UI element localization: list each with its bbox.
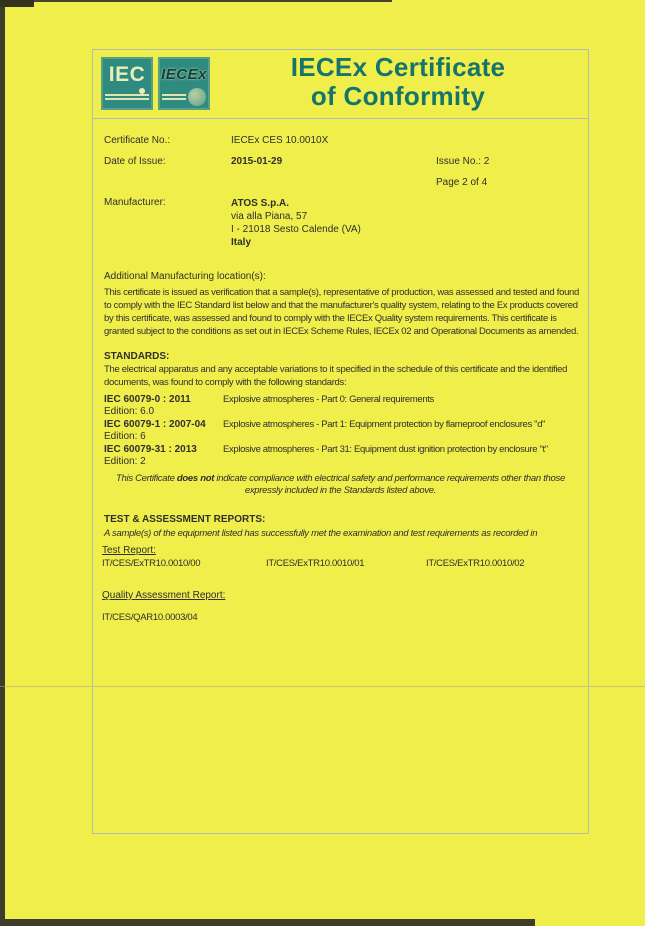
standard-row (104, 394, 584, 418)
logo-group (101, 57, 210, 110)
date-of-issue-label: Date of Issue: (104, 156, 166, 167)
certificate-header (93, 50, 588, 119)
iecex-logo-text: IECEx (161, 66, 207, 83)
standard-code: IEC 60079-0 : 2011 (104, 394, 191, 405)
standard-row (104, 444, 584, 468)
standard-edition: Edition: 6 (104, 431, 146, 442)
date-of-issue-value: 2015-01-29 (231, 156, 283, 167)
standard-description: Explosive atmospheres - Part 1: Equipment protection by flameproof enclosures "d" (223, 419, 546, 430)
standard-description: Explosive atmospheres - Part 31: Equipment dust ignition protection by enclosure "t" (223, 444, 548, 455)
certificate-title-line1: IECEx Certificate (290, 52, 506, 82)
reports-heading: TEST & ASSESSMENT REPORTS: (104, 514, 266, 525)
verification-paragraph: This certificate is issued as verification that a sample(s), representative of production, was assessed and tested and found to comply with the IEC Standard list below and that the manufacturer's quality system, relating to the Ex products covered by this certificate, was assessed and found to comply with the IECEx Quality system requirements. This certificate is granted subject to the conditions as set out in IECEx Scheme Rules, IECEx 02 and Operational Documents as amended. (104, 287, 580, 337)
certificate-title (208, 53, 588, 111)
reports-intro: A sample(s) of the equipment listed has successfully met the examination and test requirements as recorded in (104, 528, 538, 539)
manufacturer-name: ATOS S.p.A. (231, 198, 289, 209)
scan-edge-top (0, 0, 392, 2)
iec-logo-icon (101, 57, 153, 110)
scan-edge-bottom (0, 919, 535, 926)
iecex-globe-icon (188, 88, 206, 106)
iecex-logo-lines (162, 94, 186, 102)
test-report-ref: IT/CES/ExTR10.0010/01 (266, 558, 365, 569)
standard-code: IEC 60079-1 : 2007-04 (104, 419, 206, 430)
page-number: Page 2 of 4 (436, 177, 488, 188)
disclaimer-text: indicate compliance with electrical safety and performance requirements other than those expressly included in the Standards listed above. (214, 473, 565, 496)
standard-description: Explosive atmospheres - Part 0: General requirements (223, 394, 434, 405)
certificate-frame (92, 49, 589, 834)
test-report-label: Test Report: (102, 545, 156, 556)
standards-heading: STANDARDS: (104, 351, 170, 362)
quality-assessment-report-ref: IT/CES/QAR10.0003/04 (102, 612, 198, 623)
manufacturer-country: Italy (231, 237, 252, 248)
iecex-logo-icon (158, 57, 210, 110)
standard-row (104, 419, 584, 443)
standard-edition: Edition: 2 (104, 456, 146, 467)
scan-edge-left (0, 0, 5, 926)
iec-logo-lines (105, 94, 149, 102)
test-report-ref: IT/CES/ExTR10.0010/00 (102, 558, 201, 569)
test-report-ref: IT/CES/ExTR10.0010/02 (426, 558, 525, 569)
standard-edition: Edition: 6.0 (104, 406, 155, 417)
standard-code: IEC 60079-31 : 2013 (104, 444, 197, 455)
certificate-no-label: Certificate No.: (104, 135, 171, 146)
issue-no: Issue No.: 2 (436, 156, 490, 167)
standards-intro: The electrical apparatus and any acceptable variations to it specified in the schedule of this certificate and the identified documents, was found to comply with the following standards: (104, 364, 568, 388)
manufacturer-label: Manufacturer: (104, 197, 166, 208)
compliance-disclaimer (103, 473, 578, 497)
manufacturer-address-block (231, 197, 361, 249)
iec-logo-text: IEC (108, 63, 146, 86)
quality-assessment-report-label: Quality Assessment Report: (102, 590, 226, 601)
scan-edge-corner (0, 0, 34, 7)
manufacturer-city: I - 21018 Sesto Calende (VA) (231, 224, 361, 235)
disclaimer-emphasis: does not (176, 473, 215, 484)
manufacturer-street: via alla Piana, 57 (231, 211, 308, 222)
additional-locations-label: Additional Manufacturing location(s): (104, 271, 266, 282)
certificate-no-value: IECEx CES 10.0010X (231, 135, 329, 146)
certificate-title-line2: of Conformity (310, 81, 486, 111)
disclaimer-text: This Certificate (116, 473, 177, 484)
